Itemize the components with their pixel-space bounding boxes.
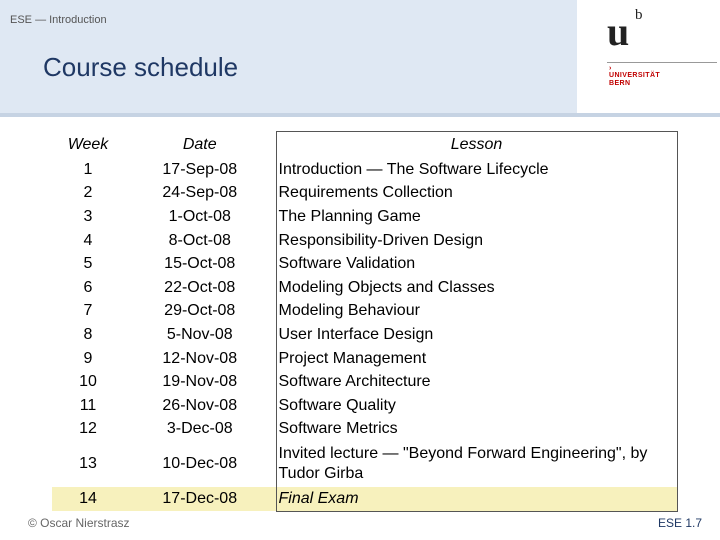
date-cell: 26-Nov-08	[162, 396, 238, 414]
lesson-cell: Requirements Collection	[276, 182, 677, 206]
date-cell: 12-Nov-08	[162, 349, 238, 367]
logo-rule	[607, 62, 717, 63]
week-cell: 5	[83, 255, 93, 273]
table-row	[52, 300, 677, 324]
table-row	[52, 441, 677, 487]
footer-author: © Oscar Nierstrasz	[28, 516, 130, 530]
week-cell: 8	[83, 325, 93, 343]
date-column-header: Date	[182, 135, 217, 153]
logo-bern-text: BERN	[609, 80, 631, 87]
week-cell: 14	[52, 487, 124, 511]
date-cell: 24-Sep-08	[162, 184, 238, 202]
week-cell: 1	[83, 160, 93, 178]
date-cell: 17-Sep-08	[162, 160, 238, 178]
week-cell: 6	[83, 278, 93, 296]
table-row	[52, 252, 677, 276]
lesson-cell: Software Architecture	[276, 370, 677, 394]
week-cell: 7	[83, 302, 93, 320]
lesson-cell: Introduction — The Software Lifecycle	[276, 158, 677, 182]
lesson-cell: Modeling Objects and Classes	[276, 276, 677, 300]
table-row	[52, 370, 677, 394]
slide-number: ESE 1.7	[657, 516, 702, 530]
week-cell: 3	[83, 207, 93, 225]
table-header-row	[52, 132, 677, 159]
date-cell: 3-Dec-08	[166, 420, 233, 438]
week-column-header: Week	[67, 135, 109, 153]
table-row	[52, 182, 677, 206]
lesson-cell: Invited lecture — "Beyond Forward Engineering", by Tudor Girba	[276, 441, 677, 487]
date-cell: 15-Oct-08	[164, 255, 236, 273]
week-cell: 10	[79, 373, 97, 391]
date-cell: 19-Nov-08	[162, 373, 238, 391]
week-cell: 2	[83, 184, 93, 202]
date-cell: 29-Oct-08	[164, 302, 236, 320]
table-row	[52, 394, 677, 418]
header-divider	[0, 113, 720, 117]
lesson-cell: Software Quality	[276, 394, 677, 418]
week-cell: 12	[79, 420, 97, 438]
table-row	[52, 205, 677, 229]
date-cell: 10-Dec-08	[162, 455, 238, 473]
date-cell: 8-Oct-08	[168, 231, 231, 249]
week-cell: 9	[83, 349, 93, 367]
schedule-table	[52, 131, 678, 512]
table-row	[52, 418, 677, 442]
lesson-cell: Responsibility-Driven Design	[276, 229, 677, 253]
table-row	[52, 276, 677, 300]
week-cell: 11	[79, 396, 97, 414]
table-row	[52, 158, 677, 182]
date-cell: 1-Oct-08	[168, 207, 231, 225]
week-cell: 13	[79, 455, 97, 473]
table-row	[52, 323, 677, 347]
lesson-column-header: Lesson	[276, 132, 677, 159]
logo-university-text: UNIVERSITÄT	[609, 72, 661, 79]
lesson-cell: Software Metrics	[276, 418, 677, 442]
university-logo	[577, 0, 720, 113]
final-exam-row	[52, 487, 677, 511]
logo-u-glyph: u	[607, 9, 630, 54]
week-cell: 4	[83, 231, 93, 249]
lesson-cell: Final Exam	[276, 487, 677, 511]
table-row	[52, 347, 677, 371]
breadcrumb: ESE — Introduction	[10, 14, 107, 26]
lesson-cell: The Planning Game	[276, 205, 677, 229]
date-cell: 17-Dec-08	[124, 487, 276, 511]
page-title: Course schedule	[43, 52, 239, 82]
logo-b-glyph: b	[635, 7, 643, 23]
lesson-cell: User Interface Design	[276, 323, 677, 347]
date-cell: 5-Nov-08	[166, 325, 233, 343]
lesson-cell: Modeling Behaviour	[276, 300, 677, 324]
table-row	[52, 229, 677, 253]
date-cell: 22-Oct-08	[164, 278, 236, 296]
lesson-cell: Software Validation	[276, 252, 677, 276]
lesson-cell: Project Management	[276, 347, 677, 371]
logo-chevron-icon: ›	[609, 65, 612, 72]
